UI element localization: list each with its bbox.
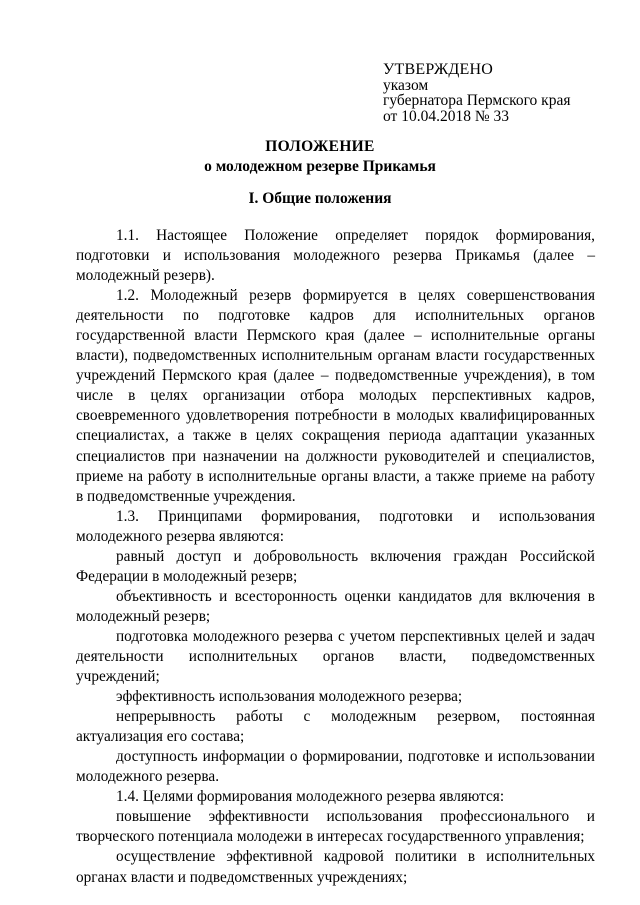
paragraph: доступность информации о формировании, подготовке и использовании молодежного резерва.: [76, 748, 595, 786]
approval-stamp: [383, 62, 570, 124]
approval-authority: губернатора Пермского края: [383, 92, 571, 109]
paragraph: равный доступ и добровольность включения граждан Российской Федерации в молодежный резерв;: [76, 547, 595, 585]
paragraph: подготовка молодежного резерва с учетом перспективных целей и задач деятельности исполнительных органов власти, подведомственных учреждений;: [76, 627, 595, 686]
approval-date-number: от 10.04.2018 № 33: [383, 107, 509, 125]
paragraph: повышение эффективности использования профессионального и творческого потенциала молодежи в интересах государственного управления;: [76, 808, 595, 846]
paragraph: осуществление эффективной кадровой политики в исполнительных органах власти и подведомственных учреждениях;: [76, 848, 595, 886]
document-title: ПОЛОЖЕНИЕ: [265, 138, 375, 155]
approval-decree: указом: [383, 76, 429, 94]
paragraph: 1.4. Целями формирования молодежного резерва являются:: [116, 788, 505, 806]
paragraph: 1.2. Молодежный резерв формируется в целях совершенствования деятельности по подготовке кадров для исполнительных органов государственной власти Пермского края (далее – исполнительные органы власти), подведомственных исполнительным органам власти государственных учреждений Пермского края (далее – подведомственные учреждения), в том числе в целях организации отбора молодых перспективных кадров, своевременного удовлетворения потребности в молодых квалифицированных специалистах, а также в целях сокращения периода адаптации указанных специалистов при назначении на должности руководителей и специалистов, приеме на работу в исполнительные органы власти, а также приеме на работу в подведомственные учреждения.: [76, 287, 595, 505]
paragraph: эффективность использования молодежного резерва;: [116, 688, 463, 706]
paragraph: 1.3. Принципами формирования, подготовки и использования молодежного резерва являются:: [76, 507, 595, 545]
approval-title: УТВЕРЖДЕНО: [383, 61, 494, 78]
section-heading: I. Общие положения: [248, 190, 392, 207]
paragraph: непрерывность работы с молодежным резервом, постоянная актуализация его состава;: [76, 708, 595, 746]
paragraph: 1.1. Настоящее Положение определяет порядок формирования, подготовки и использования молодежного резерва Прикамья (далее – молодежный резерв).: [76, 227, 595, 285]
document-subtitle: о молодежном резерве Прикамья: [204, 158, 436, 175]
paragraph: объективность и всесторонность оценки кандидатов для включения в молодежный резерв;: [76, 587, 595, 625]
document-body: [76, 226, 595, 888]
